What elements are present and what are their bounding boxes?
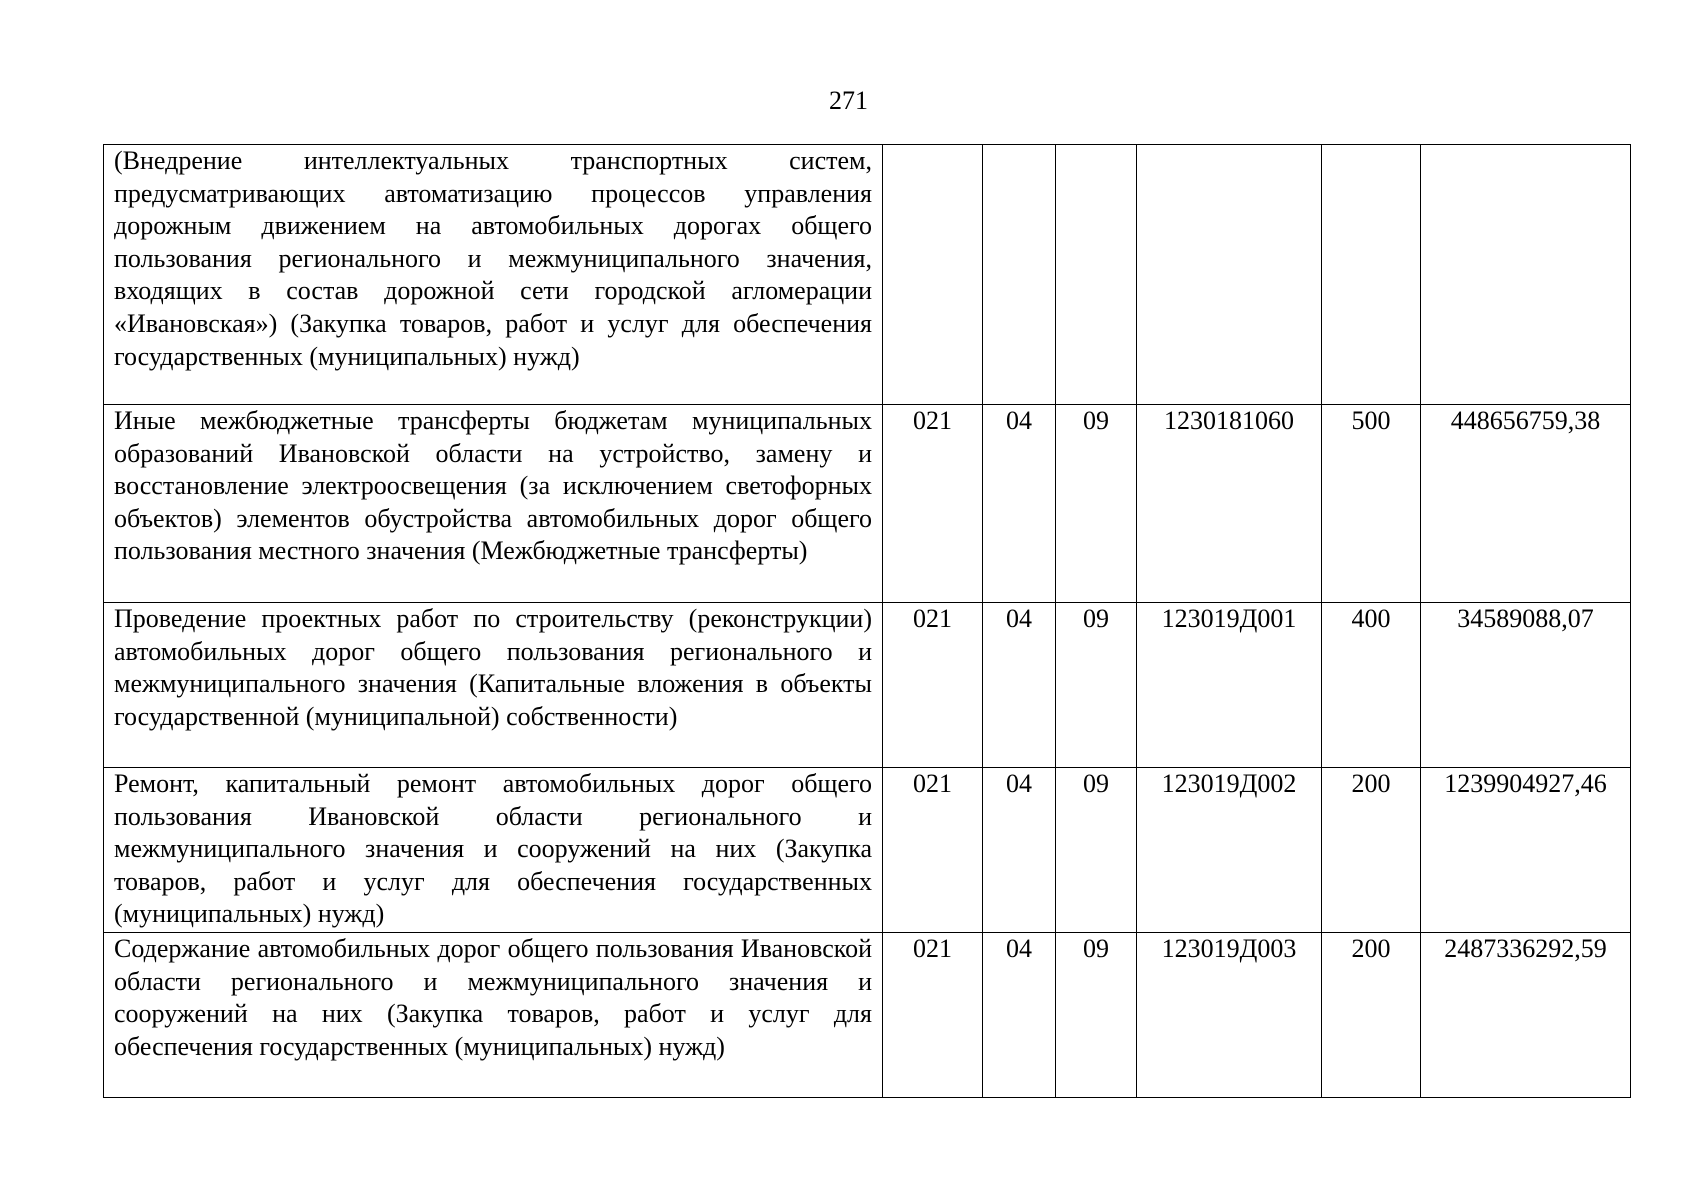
expense-type-code — [1322, 145, 1421, 405]
section-code — [983, 145, 1056, 405]
target-article-code: 123019Д003 — [1137, 933, 1322, 1098]
page-number: 271 — [829, 86, 868, 115]
section-code: 04 — [983, 768, 1056, 933]
amount: 34589088,07 — [1421, 603, 1631, 768]
table-row — [104, 768, 1631, 933]
subsection-code: 09 — [1056, 405, 1137, 603]
amount: 448656759,38 — [1421, 405, 1631, 603]
row-description: Ремонт, капитальный ремонт автомобильных дорог общего пользования Ивановской области регионального и межмуниципального значения и сооружений на них (Закупка товаров, работ и услуг для обеспечения государственных (муниципальных) нужд) — [104, 768, 883, 933]
expense-type-code: 200 — [1322, 768, 1421, 933]
expense-type-code: 500 — [1322, 405, 1421, 603]
amount: 2487336292,59 — [1421, 933, 1631, 1098]
subsection-code: 09 — [1056, 768, 1137, 933]
ministry-code — [883, 145, 983, 405]
row-description: (Внедрение интеллектуальных транспортных систем, предусматривающих автоматизацию процессов управления дорожным движением на автомобильных дорогах общего пользования регионального и межмуниципального значения, входящих в состав дорожной сети городской агломерации «Ивановская») (Закупка товаров, работ и услуг для обеспечения государственных (муниципальных) нужд) — [104, 145, 883, 405]
table-row — [104, 603, 1631, 768]
ministry-code: 021 — [883, 768, 983, 933]
target-article-code: 1230181060 — [1137, 405, 1322, 603]
budget-table — [103, 144, 1631, 1098]
section-code: 04 — [983, 933, 1056, 1098]
table-row — [104, 933, 1631, 1098]
target-article-code: 123019Д001 — [1137, 603, 1322, 768]
subsection-code: 09 — [1056, 603, 1137, 768]
ministry-code: 021 — [883, 405, 983, 603]
section-code: 04 — [983, 405, 1056, 603]
amount: 1239904927,46 — [1421, 768, 1631, 933]
ministry-code: 021 — [883, 933, 983, 1098]
row-description: Иные межбюджетные трансферты бюджетам муниципальных образований Ивановской области на устройство, замену и восстановление электроосвещения (за исключением светофорных объектов) элементов обустройства автомобильных дорог общего пользования местного значения (Межбюджетные трансферты) — [104, 405, 883, 603]
row-description: Содержание автомобильных дорог общего пользования Ивановской области регионального и межмуниципального значения и сооружений на них (Закупка товаров, работ и услуг для обеспечения государственных (муниципальных) нужд) — [104, 933, 883, 1098]
section-code: 04 — [983, 603, 1056, 768]
subsection-code — [1056, 145, 1137, 405]
expense-type-code: 200 — [1322, 933, 1421, 1098]
ministry-code: 021 — [883, 603, 983, 768]
subsection-code: 09 — [1056, 933, 1137, 1098]
expense-type-code: 400 — [1322, 603, 1421, 768]
amount — [1421, 145, 1631, 405]
table-row — [104, 145, 1631, 405]
row-description: Проведение проектных работ по строительству (реконструкции) автомобильных дорог общего пользования регионального и межмуниципального значения (Капитальные вложения в объекты государственной (муниципальной) собственности) — [104, 603, 883, 768]
target-article-code — [1137, 145, 1322, 405]
target-article-code: 123019Д002 — [1137, 768, 1322, 933]
table-row — [104, 405, 1631, 603]
